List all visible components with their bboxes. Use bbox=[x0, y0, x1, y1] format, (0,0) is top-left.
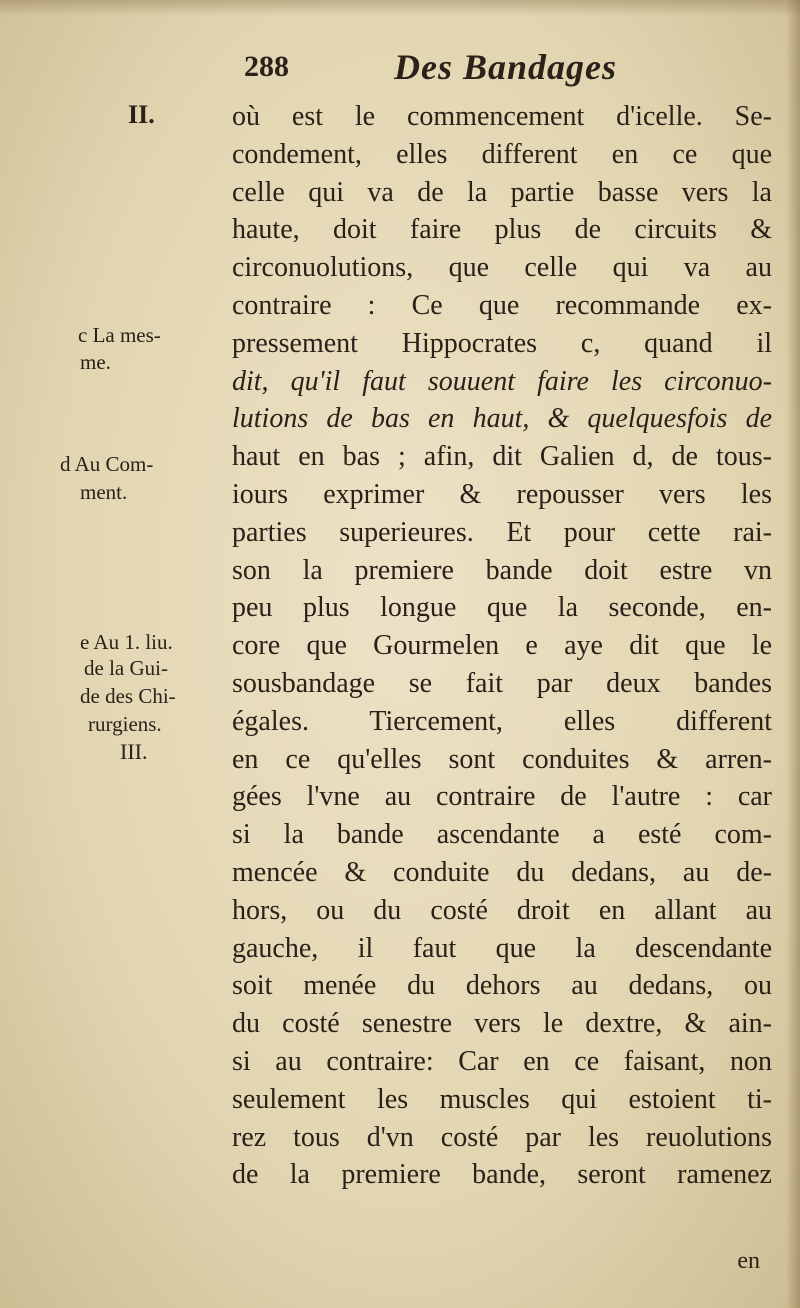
section-marker-iii: III. bbox=[120, 739, 148, 764]
page-number: 288 bbox=[244, 50, 289, 83]
text-line: contraire : Ce que recommande ex- bbox=[232, 289, 772, 321]
text-line: condement, elles different en ce que bbox=[232, 138, 772, 170]
text-line: soit menée du dehors au dedans, ou bbox=[232, 970, 772, 1002]
margin-note-d-line2: ment. bbox=[80, 480, 128, 504]
section-marker-ii: II. bbox=[128, 100, 155, 129]
page-header bbox=[244, 44, 684, 94]
margin-note-c-line1: c La mes- bbox=[78, 323, 161, 347]
margin-note-c-line2: me. bbox=[80, 350, 111, 374]
text-line: rez tous d'vn costé par les reuolutions bbox=[232, 1121, 772, 1153]
text-line: parties superieures. Et pour cette rai- bbox=[232, 516, 772, 548]
text-line-italic: lutions de bas en haut, & quelquesfois de bbox=[232, 403, 772, 435]
text-line: seulement les muscles qui estoient ti- bbox=[232, 1083, 772, 1115]
page-right-shadow bbox=[786, 0, 800, 1308]
text-line: du costé senestre vers le dextre, & ain- bbox=[232, 1008, 772, 1040]
text-line: iours exprimer & repousser vers les bbox=[232, 478, 772, 510]
catchword: en bbox=[737, 1248, 760, 1274]
text-line: si au contraire: Car en ce faisant, non bbox=[232, 1045, 772, 1077]
text-line-italic: dit, qu'il faut souuent faire les circonuo- bbox=[232, 365, 772, 397]
text-line: gées l'vne au contraire de l'autre : car bbox=[232, 781, 772, 813]
text-line: core que Gourmelen e aye dit que le bbox=[232, 630, 772, 662]
text-line: égales. Tiercement, elles different bbox=[232, 705, 772, 737]
text-line: en ce qu'elles sont conduites & arren- bbox=[232, 743, 772, 775]
margin-note-e-line2: de la Gui- bbox=[84, 656, 168, 680]
text-line: peu plus longue que la seconde, en- bbox=[232, 592, 772, 624]
text-line: de la premiere bande, seront ramenez bbox=[232, 1159, 772, 1191]
text-line: celle qui va de la partie basse vers la bbox=[232, 176, 772, 208]
text-line: circonuolutions, que celle qui va au bbox=[232, 252, 772, 284]
running-title: Des Bandages bbox=[394, 47, 618, 87]
body-text bbox=[232, 98, 772, 1194]
margin-note-e-line1: e Au 1. liu. bbox=[80, 630, 173, 654]
margin-note-e-line3: de des Chi- bbox=[80, 684, 176, 708]
margin-note-d-line1: d Au Com- bbox=[60, 452, 154, 476]
margin-notes bbox=[0, 0, 232, 1308]
text-line: gauche, il faut que la descendante bbox=[232, 932, 772, 964]
text-line: mencée & conduite du dedans, au de- bbox=[232, 856, 772, 888]
text-line: si la bande ascendante a esté com- bbox=[232, 819, 772, 851]
margin-note-e-line4: rurgiens. bbox=[88, 712, 162, 736]
text-line: pressement Hippocrates c, quand il bbox=[232, 327, 772, 359]
text-line: où est le commencement d'icelle. Se- bbox=[232, 101, 772, 132]
text-line: haute, doit faire plus de circuits & bbox=[232, 214, 772, 246]
text-line: haut en bas ; afin, dit Galien d, de tous- bbox=[232, 441, 772, 473]
text-line: son la premiere bande doit estre vn bbox=[232, 554, 772, 586]
text-line: hors, ou du costé droit en allant au bbox=[232, 894, 772, 926]
text-line: sousbandage se fait par deux bandes bbox=[232, 667, 772, 699]
